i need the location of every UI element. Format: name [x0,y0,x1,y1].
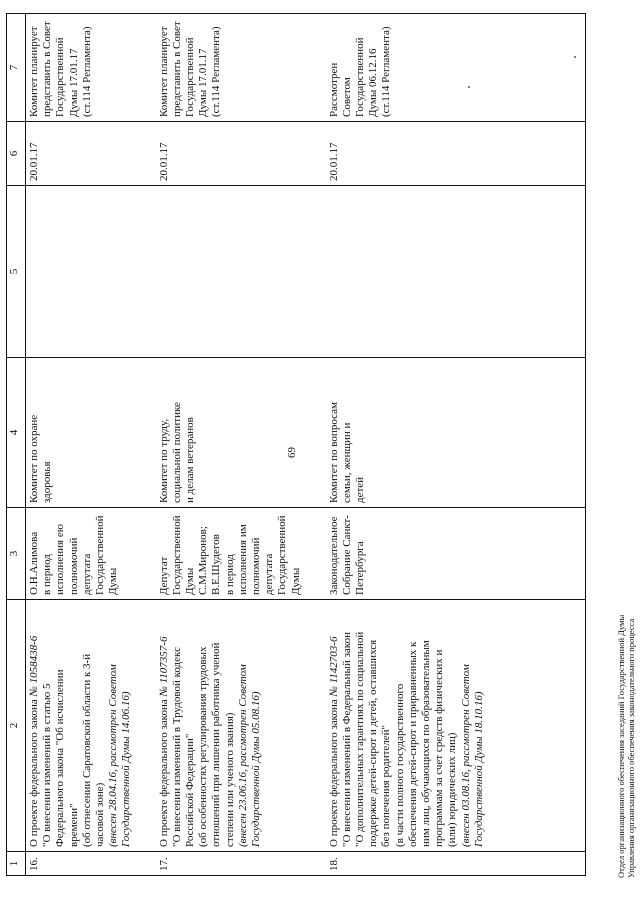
notes-line: (ст.114 Регламента) [210,26,223,117]
bill-number: № 1107357-6 [157,636,170,697]
footer-line-1: Отдел организационного обеспечения заседаний Государственной Думы [616,614,626,878]
bill-title-line: времени" [67,803,80,847]
header-cell: 2 [7,600,26,852]
author-cell [326,508,586,600]
bill-title-line: программам за счет средств физических и [433,649,446,847]
notes-line: Думы 17.01.17 [197,48,210,117]
bill-title-line: без попечения родителей" [380,724,393,847]
author-line: Думы [289,567,302,595]
column-5-cell [156,186,326,358]
bill-title-line: отношений при лишении работника ученой [210,642,223,847]
bill-title-cell [26,600,156,852]
committee-cell [156,358,326,508]
bill-title-line: степени или ученого звания) [223,712,236,847]
header-row [7,14,26,876]
header-cell: 6 [7,122,26,186]
author-line: С.М.Миронов; [197,526,210,595]
committee-line: семьи, женщин и [340,422,353,503]
bill-title-line: (внесен 28.04.16, рассмотрен Советом [107,664,120,847]
committee-line: Комитет по вопросам [327,402,340,503]
bill-title-line: "О внесении изменений в Трудовой кодекс [170,647,183,847]
date-cell: 20.01.17 [26,122,156,186]
bill-title-cell [156,600,326,852]
notes-line: Рассмотрен [327,62,340,117]
author-line: исполнения ею [54,524,67,595]
author-line: Государственной [94,515,107,595]
author-line: полномочий [67,537,80,595]
author-line: Думы [107,567,120,595]
author-line: депутата [80,553,93,595]
bill-number: № 1058438-6 [28,635,40,697]
bill-title-line: Государственной Думы 05.08.16) [249,691,262,847]
bill-title-line: О проекте федерального закона № 1107357-6 [157,636,170,847]
bill-title-line: Российской Федерации" [183,733,196,847]
notes-line: Государственной [353,37,366,117]
footer-line-2: Управления организационного обеспечения законодательного процесса [626,618,636,878]
notes-line: Советом [340,77,353,117]
notes-cell [26,14,156,122]
table-row [26,14,156,876]
bill-title-line: "О внесении изменений в Федеральный закон [340,632,353,847]
notes-cell [156,14,326,122]
table-row [326,14,586,876]
author-line: Петербурга [353,541,366,595]
bill-title-line: (внесен 23.06.16, рассмотрен Советом [236,664,249,847]
bill-title-line: Государственной Думы 14.06.16) [120,691,133,847]
notes-line: Государственной [183,37,196,117]
row-number-cell: 16. [26,852,156,876]
header-cell: 3 [7,508,26,600]
notes-line: Комитет планирует [157,26,170,117]
bill-title-line: (или) юридических лиц) [446,732,459,847]
row-number-cell: 18. [326,852,586,876]
author-line: депутата [263,553,276,595]
author-cell [26,508,156,600]
committee-line: здоровья [41,461,54,503]
bill-title-line: Государственной Думы 18.10.16) [472,691,485,847]
header-cell: 7 [7,14,26,122]
committee-line: Комитет по труду, [157,418,170,503]
bill-title-line: ним лиц, обучающихся по образовательным [419,640,432,847]
header-cell: 4 [7,358,26,508]
author-line: О.Н.Алимова [28,531,40,595]
bill-title-line: (об отнесении Саратовской области к 3-й [80,653,93,847]
committee-line: Комитет по охране [28,414,40,503]
author-line: в период [223,554,236,595]
author-line: Депутат [157,556,170,595]
committee-line: и делам ветеранов [183,417,196,503]
bill-title-line: (в части полного государственного [393,683,406,847]
document-page [0,8,640,888]
author-line: В.Е.Шудегов [210,534,223,595]
notes-line: Думы 17.01.17 [67,48,80,117]
header-cell: 5 [7,186,26,358]
bill-title-line: часовой зоне) [94,782,107,847]
committee-line: детей [353,476,366,503]
row-number-cell: 17. [156,852,326,876]
date-cell: 20.01.17 [156,122,326,186]
column-5-cell [26,186,156,358]
author-line: в период [41,554,54,595]
author-line: Думы [183,567,196,595]
column-5-cell [326,186,586,358]
committee-cell [326,358,586,508]
bill-title-line: (внесен 03.08.16, рассмотрен Советом [459,664,472,847]
header-cell: 1 [7,852,26,876]
bill-title-line: "О внесении изменений в статью 5 [41,683,54,847]
bills-table [6,13,586,876]
notes-line: представить в Совет [41,21,54,117]
author-line: полномочий [249,537,262,595]
author-line: исполнения им [236,524,249,595]
table-row [156,14,326,876]
notes-line: Думы 06.12.16 [367,48,380,117]
bill-title-line: (об особенностях регулирования трудовых [197,646,210,847]
author-line: Государственной [276,515,289,595]
bill-number: № 1142703-6 [327,636,340,697]
bill-title-line: Федерального закона "Об исчислении [54,669,67,847]
notes-line: представить в Совет [170,21,183,117]
author-line: Государственной [170,515,183,595]
bill-title-line: обеспечения детей-сирот и приравненных к [406,641,419,847]
committee-line: социальной политике [170,402,183,503]
notes-line: Государственной [54,37,67,117]
notes-line: Комитет планирует [28,26,40,117]
bill-title-line: О проекте федерального закона № 1142703-6 [327,636,340,847]
notes-cell [326,14,586,122]
bill-title-line: "О дополнительных гарантиях по социальной [353,631,366,847]
bill-title-line: О проекте федерального закона № 1058438-6 [28,635,40,847]
date-cell: 20.01.17 [326,122,586,186]
notes-line: (ст.114 Регламента) [380,26,393,117]
page-number: 69 [286,447,298,458]
author-cell [156,508,326,600]
committee-cell [26,358,156,508]
bill-title-cell [326,600,586,852]
notes-line: (ст.114 Регламента) [80,26,93,117]
author-line: Собрание Санкт- [340,515,353,595]
author-line: Законодательное [327,516,340,595]
bill-title-line: поддержке детей-сирот и детей, оставшихся [367,639,380,847]
